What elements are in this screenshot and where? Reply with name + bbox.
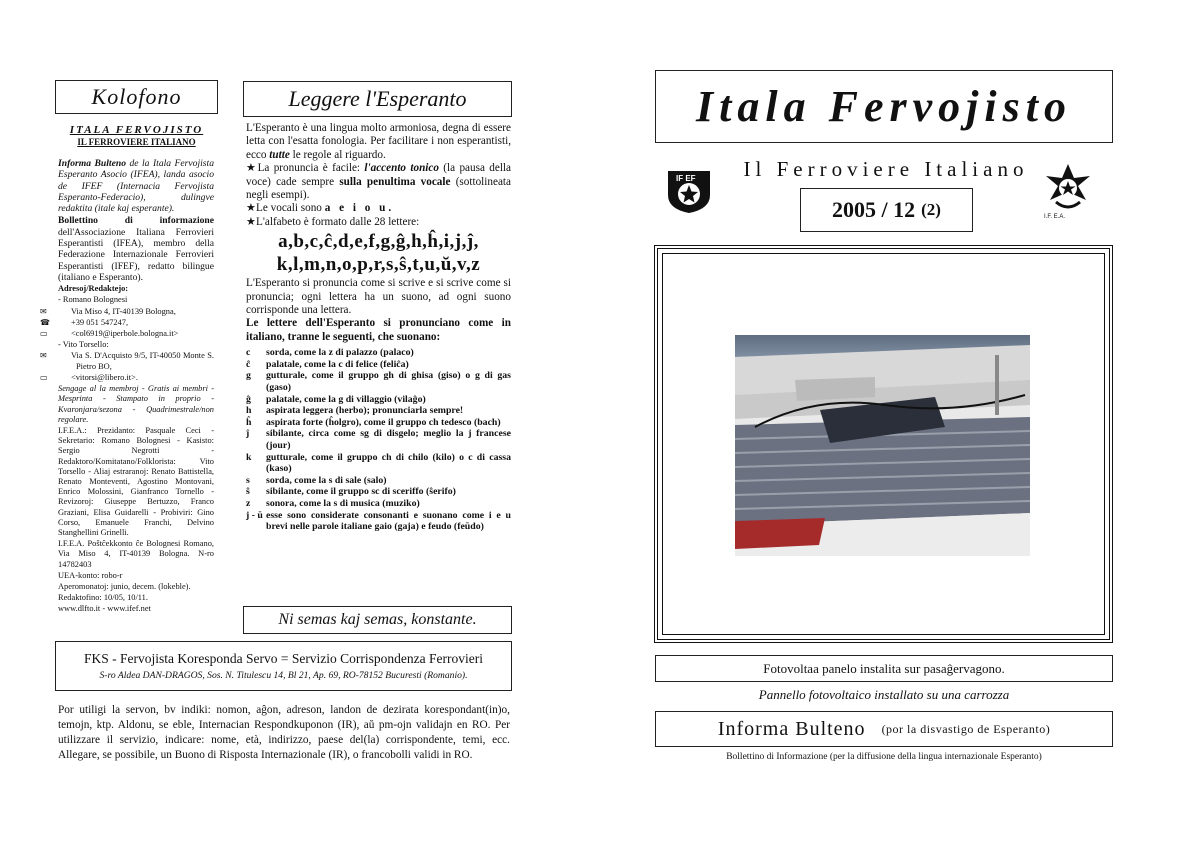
address-1-phone-text: +39 051 547247, [71,317,129,327]
address-2-email [40,372,214,383]
address-1-email [40,329,214,339]
letter-description: sorda, come la s di sale (salo) [266,474,387,486]
colophon-address-heading: Adresoj/Redaktejo: [58,284,129,294]
letter-description: sibilante, circa come sg di disgelo; meglio la j francese (jour) [266,428,511,452]
letter-description: sonora, come la s di musica (muziko) [266,498,420,509]
address-1-email-text: <col6919@iperbole.bologna.it> [71,329,179,339]
letter-key: ĝ [246,393,251,405]
cover-photo-solar-panel [735,335,1030,556]
colophon-published: Aperomonatoj: junio, decem. (lokeble). [58,581,191,591]
alphabet-line-1: a,b,c,ĉ,d,e,f,g,ĝ,h,ĥ,i,j,ĵ, [278,231,479,253]
colophon-intro-eo-bold: Informa Bulteno [58,158,126,169]
letter-rule-row [246,370,511,393]
subtitle: Il Ferroviere Italiano [743,157,1029,181]
reading-rule-alphabet-text: L'alfabeto è formato dalle 28 lettere: [256,215,420,228]
colophon-intro-it [58,215,214,283]
reading-heading: Leggere l'Esperanto [243,81,512,117]
ifea-logo [1038,162,1098,222]
envelope-icon: ✉ [40,306,47,316]
bulletin-subtitle-eo: (por la disvastigo de Esperanto) [881,721,1051,736]
envelope-icon: ✉ [40,351,47,361]
reading-rule-accent-b: l'accento tonico [364,162,439,175]
letter-key: s [246,474,250,486]
letter-rule-row [246,486,511,498]
colophon-intro-eo [58,158,214,214]
star-icon: ★ [246,215,257,228]
letter-rule-row [246,475,511,487]
issue-number [800,188,973,232]
reading-exceptions-intro: Le lettere dell'Esperanto si pronunciano come in italiano, tranne le seguenti, che suonano: [246,317,511,343]
address-2-name: - Vito Torsello: [58,340,109,350]
letter-key: g [246,370,251,382]
letter-key: j - ŭ [246,509,263,521]
reading-rule-vowels-b: a e i o u. [324,202,395,215]
photo-caption-it: Pannello fotovoltaico installato su una carrozza [758,687,1010,702]
letter-key: k [246,451,252,463]
reading-rule-accent-a: La pronuncia è facile: [257,162,365,175]
letter-description: palatale, come la c di felice (feliĉa) [266,358,409,370]
colophon-notes: Sengage al la membroj - Gratis ai membri - Mesprinta - Stampato in proprio - Kvaronjara/sezona - Quadrimestrale/non regolare. [58,384,214,424]
reading-body [246,122,511,533]
colophon-heading: Kolofono [55,80,218,114]
letter-description: esse sono considerate consonanti e suonano come i e u brevi nelle parole italiane gaio (gaja) e feudo (feŭdo) [266,509,511,533]
letter-rule-row [246,428,511,451]
computer-icon: ▭ [40,329,48,339]
reading-intro [246,122,511,162]
address-1-name: - Romano Bolognesi [58,295,128,305]
letter-description: palatale, come la g di villaggio (vilaĝo) [266,393,426,405]
bulletin-subtitle-it: Bollettino di Informazione (per la diffusione della lingua internazionale Esperanto) [726,752,1042,762]
reading-intro-b: tutte [269,148,290,161]
letter-description: sibilante, come il gruppo sc di sceriffo (ŝerifo) [266,486,456,498]
bulletin-title-box [655,711,1113,747]
address-2-street-text: Via S. D'Acquisto 9/5, IT-40050 Monte S. Pietro BO, [71,351,214,371]
letter-rule-row [246,347,511,359]
letter-rule-row [246,498,511,510]
letter-rule-row [246,359,511,371]
ifea-logo-label: I.F. E.A. [1044,214,1066,220]
letter-description: aspirata forte (ĥolgro), come il gruppo ch tedesco (bach) [266,416,501,428]
letter-rule-row [246,405,511,417]
letter-description: sorda, come la z di palazzo (palaco) [266,347,414,359]
fks-body: Por utiligi la servon, bv indiki: nomon, aĝon, adreson, landon de dezirata korespondant(in)o, temojn, ktp. Aldonu, se eble, Internacian Respondkuponon (IR), aŭ pm-ojn validajn en RO. Per utilizzare il servizio, indicare: nome, età, indirizzo, paese del(la) corrispondente, temi, ecc. Allegare, se possibile, un Buono di Risposta Internazionale (IR), o francobolli validi in RO. [58,704,510,761]
fks-address: S-ro Aldea DAN-DRAGOS, Sos. N. Titulescu 14, Bl 21, Ap. 69, RO-78152 Bucuresti (Romanio). [99,670,468,681]
letter-key: ĵ [246,428,250,440]
colophon-title-eo: ITALA FERVOJISTO [69,124,204,136]
star-icon: ★ [246,162,258,175]
reading-intro-c: le regole al riguardo. [289,148,386,161]
bulletin-title: Informa Bulteno [717,717,866,740]
reading-intro-a: L'Esperanto è una lingua molto armoniosa, degna di essere letta con l'esatta fonologia. Per facilitare i non esperantisti, ecco [246,122,511,161]
letter-key: ĉ [246,358,251,370]
alphabet-line-2: k,l,m,n,o,p,r,s,ŝ,t,u,ŭ,v,z [276,254,481,276]
letter-key: z [246,498,251,509]
colophon-ifea-board: I.F.E.A.: Prezidanto: Pasquale Ceci - Sekretario: Romano Bolognesi - Kasisto: Sergio Negrotti - Redaktoro/Komitatano/Folklorista: Vito Torsello - Aliaj estraranoj: Renato Battistella, Renato Monteventi, Agostino Montovani, Enrico Molossini, Gianfranco Tornello - Revizoroj: Giuseppe Bertuzzo, Franco Graziani, Elisa Guidarelli - Probiviri: Gino Corso, Emanuele Franchi, Delvino Stanghellini Grinelli. [58,425,214,537]
letter-key: c [246,347,251,359]
issue-part: (2) [921,200,941,219]
letter-rule-row [246,417,511,429]
colophon-intro-eo-text: de la Itala Fervojista Esperanto Asocio (IFEA), landa asocio de IFEF (Internacia Fervojista Esperanto-Federacio), dulingve redaktita (itale kaj esperante). [58,158,214,215]
reading-pronunciation: L'Esperanto si pronuncia come si scrive e si scrive come si pronuncia; ogni lettera ha un suono, ad ogni suono corrisponde una lettera. [246,277,511,317]
letter-rule-row [246,452,511,475]
colophon-web[interactable]: www.dlfto.it - www.ifef.net [58,604,151,614]
alphabet-block [246,230,511,276]
reading-rule-accent-d: sulla penultima vocale [339,175,451,188]
colophon-body [40,158,214,616]
colophon-intro-it-text: dell'Associazione Italiana Ferrovieri Esperantisti (IFEA), membro della Federazione Internazionale Ferrovieri Esperantisti (IFEF), redatto bilingue (italiano e Esperanto). [58,226,214,283]
reading-rule-accent [246,162,511,202]
letter-list [246,347,511,533]
letter-key: ŝ [246,486,250,498]
ifef-logo-label: IF EF [676,174,696,183]
photo-caption-eo: Fotovoltaa panelo instalita sur pasaĝervagono. [655,655,1113,682]
address-1-street-text: Via Miso 4, IT-40139 Bologna, [71,306,176,316]
motto: Ni semas kaj semas, konstante. [243,606,512,634]
computer-icon: ▭ [40,372,48,382]
address-1-phone [40,317,214,328]
reading-rule-alphabet [246,216,511,229]
letter-description: gutturale, come il gruppo ch di chilo (kilo) o c di cassa (kaso) [266,451,511,475]
letter-description: gutturale, come il gruppo gh di ghisa (giso) o g di gas (gaso) [266,370,511,394]
fks-box [55,641,512,691]
fks-title: FKS - Fervojista Koresponda Servo = Servizio Corrispondenza Ferrovieri [83,651,484,666]
address-2-street [40,351,214,371]
address-1-street [40,306,214,317]
colophon-title-it: IL FERROVIERE ITALIANO [77,137,196,147]
phone-icon: ☎ [40,317,50,327]
star-icon: ★ [246,202,257,215]
colophon-closing-date: Redaktofino: 10/05, 10/11. [58,593,148,603]
reading-rule-vowels-a: Le vocali sono [256,202,325,215]
letter-key: ĥ [246,416,252,428]
address-2-email-text: <vitorsi@libero.it>. [71,372,138,382]
issue-date: 2005 / 12 [832,197,916,222]
letter-key: h [246,405,252,417]
reading-rule-vowels [246,202,511,215]
letter-rule-row [246,510,511,533]
colophon-postal-account: I.F.E.A. Poštĉekkonto ĉe Bolognesi Romano, Via Miso 4, IT-40139 Bologna. N-ro 14782403 [58,539,214,569]
colophon-intro-it-bold: Bollettino di informazione [58,215,214,227]
reading-rule-accent-c: (la pausa della voce) cade sempre [246,162,512,188]
colophon-uea-account: UEA-konto: robo-r [58,570,123,580]
letter-description: aspirata leggera (herbo); pronunciarla sempre! [266,405,464,417]
reading-rule-accent-e: (sottolineata negli esempi). [246,175,511,202]
masthead: Itala Fervojisto [655,70,1113,143]
letter-rule-row [246,394,511,406]
